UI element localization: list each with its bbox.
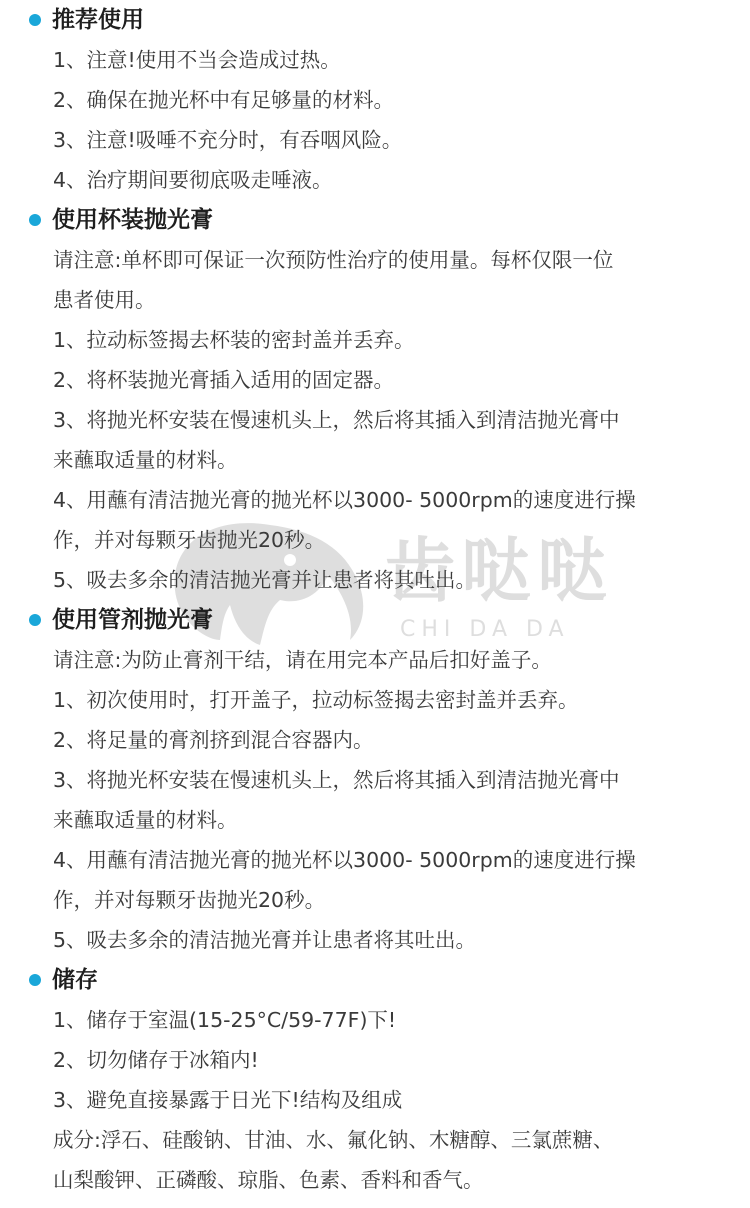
text-line: 3、将抛光杯安装在慢速机头上，然后将其插入到清洁抛光膏中 — [53, 408, 620, 432]
section-heading — [0, 200, 750, 240]
text-line: 来蘸取适量的材料。 — [53, 808, 238, 832]
text-line: 作，并对每颗牙齿抛光20秒。 — [53, 528, 326, 552]
section-recommended-use — [0, 0, 750, 200]
text-line: 作，并对每颗牙齿抛光20秒。 — [53, 888, 326, 912]
text-line: 成分:浮石、硅酸钠、甘油、水、氟化钠、木糖醇、三氯蔗糖、 — [53, 1128, 614, 1152]
section-cup-paste — [0, 200, 750, 600]
section-title: 使用杯装抛光膏 — [52, 207, 213, 233]
text-line: 1、注意!使用不当会造成过热。 — [53, 48, 341, 72]
section-heading — [0, 960, 750, 1000]
bullet-dot-icon — [29, 614, 41, 626]
bullet-dot-icon — [29, 974, 41, 986]
bullet-dot-icon — [29, 214, 41, 226]
text-line: 2、确保在抛光杯中有足够量的材料。 — [53, 88, 395, 112]
section-title: 推荐使用 — [52, 7, 144, 33]
text-line: 山梨酸钾、正磷酸、琼脂、色素、香料和香气。 — [53, 1168, 484, 1192]
text-line: 1、拉动标签揭去杯装的密封盖并丢弃。 — [53, 328, 415, 352]
text-line: 1、初次使用时，打开盖子，拉动标签揭去密封盖并丢弃。 — [53, 688, 579, 712]
text-line: 3、将抛光杯安装在慢速机头上，然后将其插入到清洁抛光膏中 — [53, 768, 620, 792]
section-heading — [0, 600, 750, 640]
section-title: 使用管剂抛光膏 — [52, 607, 213, 633]
text-line: 请注意:单杯即可保证一次预防性治疗的使用量。每杯仅限一位 — [53, 248, 614, 272]
text-line: 4、治疗期间要彻底吸走唾液。 — [53, 168, 333, 192]
text-line: 4、用蘸有清洁抛光膏的抛光杯以3000- 5000rpm的速度进行操 — [53, 848, 636, 872]
watermark-subtitle: CHI DA DA — [400, 617, 570, 642]
text-line: 2、将足量的膏剂挤到混合容器内。 — [53, 728, 374, 752]
text-line: 5、吸去多余的清洁抛光膏并让患者将其吐出。 — [53, 928, 477, 952]
watermark-title: 齿哒哒 — [385, 530, 613, 612]
text-line: 请注意:为防止膏剂干结，请在用完本产品后扣好盖子。 — [53, 648, 552, 672]
text-line: 2、切勿储存于冰箱内! — [53, 1048, 259, 1072]
bullet-dot-icon — [29, 14, 41, 26]
section-heading — [0, 0, 750, 40]
section-storage — [0, 960, 750, 1200]
text-line: 3、避免直接暴露于日光下!结构及组成 — [53, 1088, 403, 1112]
section-tube-paste — [0, 600, 750, 960]
text-line: 2、将杯装抛光膏插入适用的固定器。 — [53, 368, 395, 392]
text-line: 1、储存于室温(15-25°C/59-77F)下! — [53, 1008, 397, 1032]
text-line: 患者使用。 — [53, 288, 156, 312]
text-line: 来蘸取适量的材料。 — [53, 448, 238, 472]
text-line: 5、吸去多余的清洁抛光膏并让患者将其吐出。 — [53, 568, 477, 592]
text-line: 4、用蘸有清洁抛光膏的抛光杯以3000- 5000rpm的速度进行操 — [53, 488, 636, 512]
text-line: 3、注意!吸唾不充分时，有吞咽风险。 — [53, 128, 403, 152]
section-title: 储存 — [52, 967, 98, 993]
